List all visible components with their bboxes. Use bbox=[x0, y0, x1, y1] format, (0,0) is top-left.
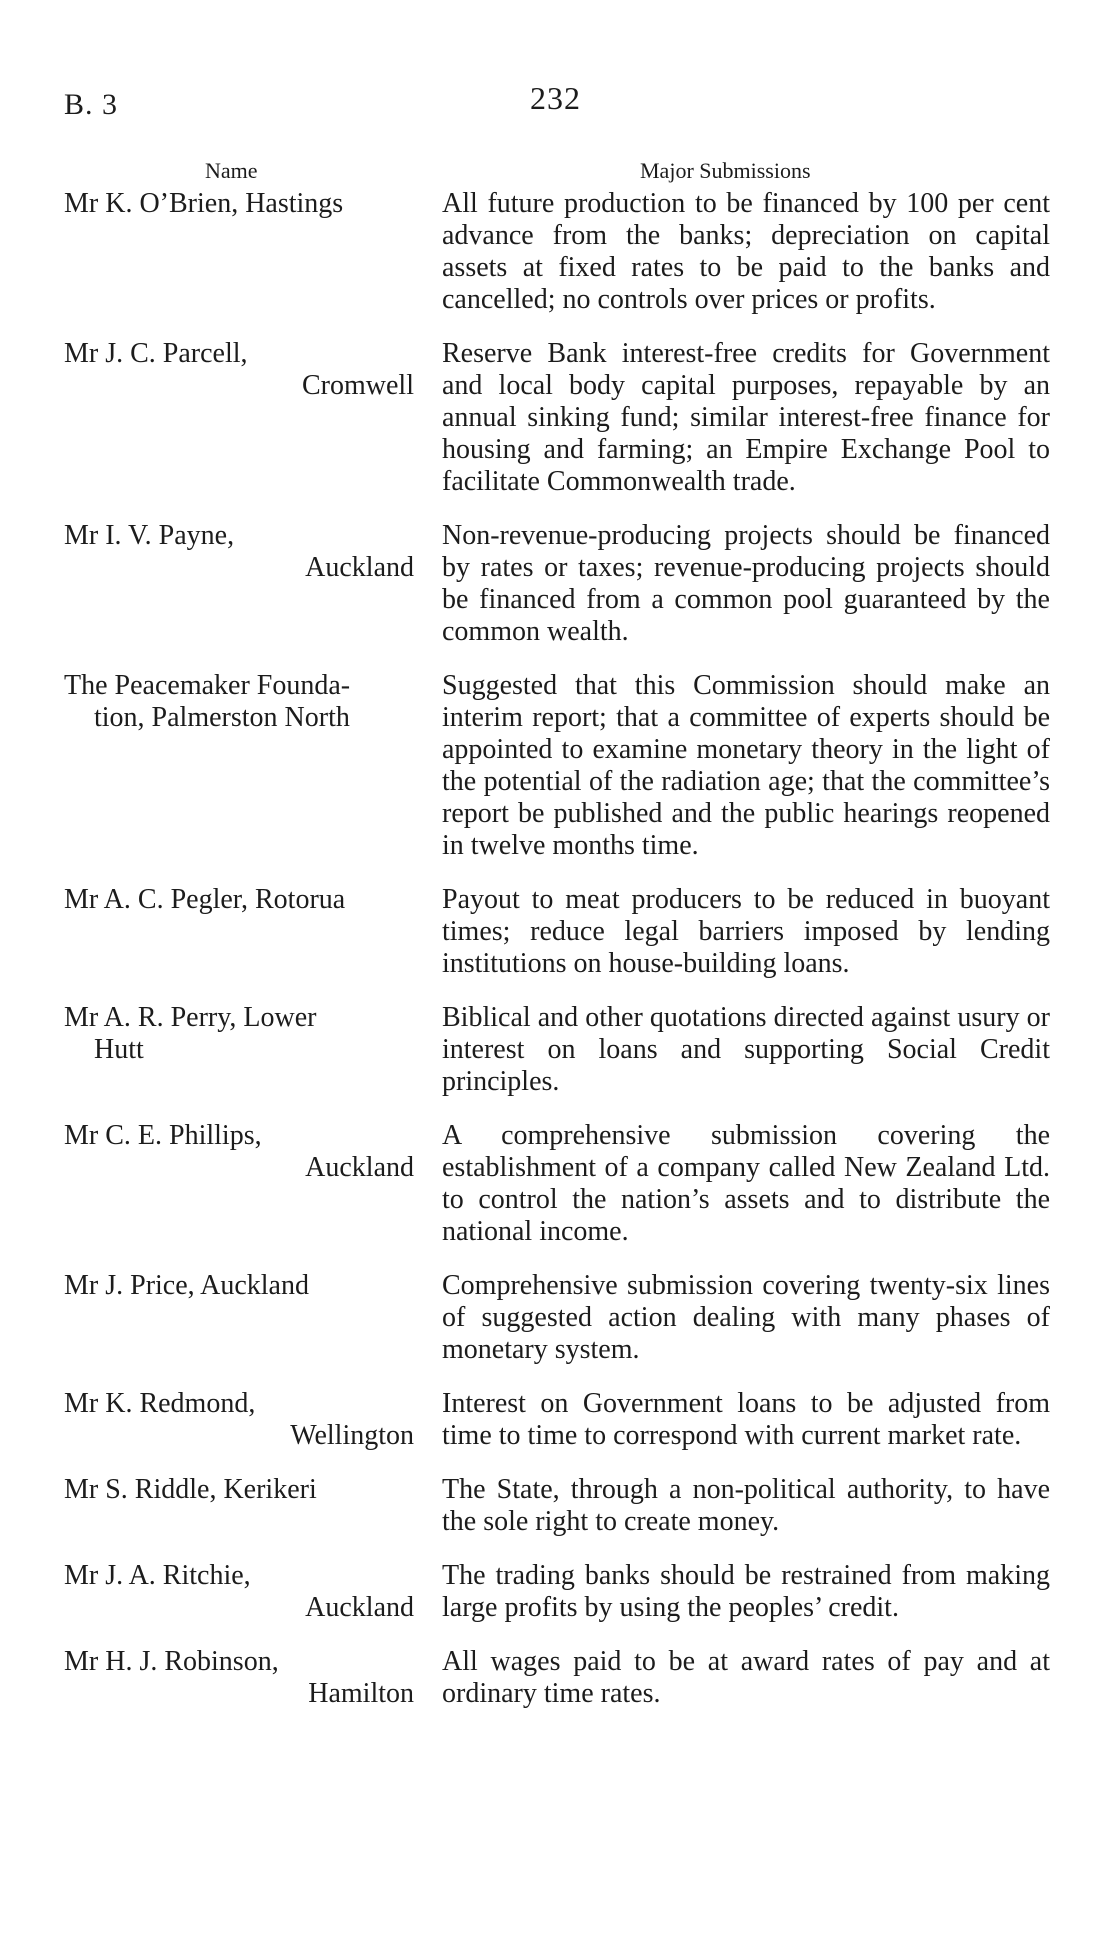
column-heading-submissions: Major Submissions bbox=[640, 158, 811, 183]
submission-text: A comprehensive submission covering the establishment of a company called New Zealand Ltd. to control the nation’s assets and to distribute the national income. bbox=[442, 1120, 1050, 1247]
submissions-list bbox=[64, 188, 1054, 1732]
submission-entry bbox=[64, 188, 1054, 316]
submission-entry bbox=[64, 1388, 1054, 1452]
submission-entry bbox=[64, 1270, 1054, 1366]
submission-text: All future production to be financed by 100 per cent advance from the banks; depreciation on capital assets at fixed rates to be paid to the banks and cancelled; no controls over prices or profits. bbox=[442, 188, 1050, 315]
submission-entry bbox=[64, 670, 1054, 862]
submission-text: Suggested that this Commission should make an interim report; that a committee of experts should be appointed to examine monetary theory in the light of the potential of the radiation age; that the committee’s report be published and the public hearings reopened in twelve months time. bbox=[442, 670, 1050, 861]
submission-text: All wages paid to be at award rates of pay and at ordinary time rates. bbox=[442, 1646, 1050, 1709]
submitter-name bbox=[64, 1270, 414, 1302]
submission-entry bbox=[64, 1120, 1054, 1248]
submitter-name-line2: Auckland bbox=[305, 552, 414, 583]
submission-text: Comprehensive submission covering twenty-six lines of suggested action dealing with many phases of monetary system. bbox=[442, 1270, 1050, 1365]
submission-text: Non-revenue-producing projects should be financed by rates or taxes; revenue-producing projects should be financed from a common pool guaranteed by the common wealth. bbox=[442, 520, 1050, 647]
submitter-name-line1: Mr S. Riddle, Kerikeri bbox=[64, 1474, 317, 1505]
submitter-name bbox=[64, 884, 414, 916]
submission-entry bbox=[64, 520, 1054, 648]
submitter-name-line2: Auckland bbox=[305, 1152, 414, 1183]
submission-text: Payout to meat producers to be reduced in buoyant times; reduce legal barriers imposed by lending institutions on house-building loans. bbox=[442, 884, 1050, 979]
submitter-name-line2: Hamilton bbox=[308, 1678, 414, 1709]
submission-text: Interest on Government loans to be adjusted from time to time to correspond with current market rate. bbox=[442, 1388, 1050, 1451]
submitter-name-line2: Cromwell bbox=[302, 370, 414, 401]
submitter-name-line2: Auckland bbox=[305, 1592, 414, 1623]
submitter-name-line1: Mr J. C. Parcell, bbox=[64, 338, 248, 369]
submitter-name-line1: Mr K. Redmond, bbox=[64, 1388, 256, 1419]
submitter-name bbox=[64, 670, 414, 734]
submitter-name bbox=[64, 1120, 414, 1184]
submitter-name bbox=[64, 1646, 414, 1710]
page-number: 232 bbox=[530, 80, 581, 116]
report-reference: B. 3 bbox=[64, 88, 119, 121]
submitter-name-line1: Mr I. V. Payne, bbox=[64, 520, 235, 551]
submission-text: Reserve Bank interest-free credits for Government and local body capital purposes, repayable by an annual sinking fund; similar interest-free finance for housing and farming; an Empire Exchange Pool to facilitate Commonwealth trade. bbox=[442, 338, 1050, 497]
submitter-name-line1: Mr K. O’Brien, Hastings bbox=[64, 188, 344, 219]
submitter-name-line1: Mr A. C. Pegler, Rotorua bbox=[64, 884, 346, 915]
submission-entry bbox=[64, 1646, 1054, 1710]
submitter-name-line1: The Peacemaker Founda- bbox=[64, 670, 351, 701]
submitter-name-line1: Mr J. A. Ritchie, bbox=[64, 1560, 251, 1591]
submitter-name-line2: Hutt bbox=[94, 1034, 144, 1065]
submission-text: The State, through a non-political authority, to have the sole right to create money. bbox=[442, 1474, 1050, 1537]
submitter-name-line2: tion, Palmerston North bbox=[94, 702, 350, 733]
submission-entry bbox=[64, 338, 1054, 498]
column-heading-name: Name bbox=[205, 158, 258, 183]
submitter-name bbox=[64, 1560, 414, 1624]
submitter-name bbox=[64, 338, 414, 402]
submitter-name-line2: Wellington bbox=[290, 1420, 414, 1451]
submitter-name bbox=[64, 1002, 414, 1066]
submitter-name-line1: Mr H. J. Robinson, bbox=[64, 1646, 279, 1677]
submitter-name-line1: Mr A. R. Perry, Lower bbox=[64, 1002, 317, 1033]
submission-entry bbox=[64, 1002, 1054, 1098]
submitter-name bbox=[64, 1474, 414, 1506]
submitter-name bbox=[64, 520, 414, 584]
submission-entry bbox=[64, 884, 1054, 980]
submission-entry bbox=[64, 1560, 1054, 1624]
submission-text: Biblical and other quotations directed against usury or interest on loans and supporting Social Credit principles. bbox=[442, 1002, 1050, 1097]
submitter-name bbox=[64, 1388, 414, 1452]
submitter-name bbox=[64, 188, 414, 220]
submission-entry bbox=[64, 1474, 1054, 1538]
submitter-name-line1: Mr C. E. Phillips, bbox=[64, 1120, 262, 1151]
submitter-name-line1: Mr J. Price, Auckland bbox=[64, 1270, 309, 1301]
submission-text: The trading banks should be restrained from making large profits by using the peoples’ credit. bbox=[442, 1560, 1050, 1623]
